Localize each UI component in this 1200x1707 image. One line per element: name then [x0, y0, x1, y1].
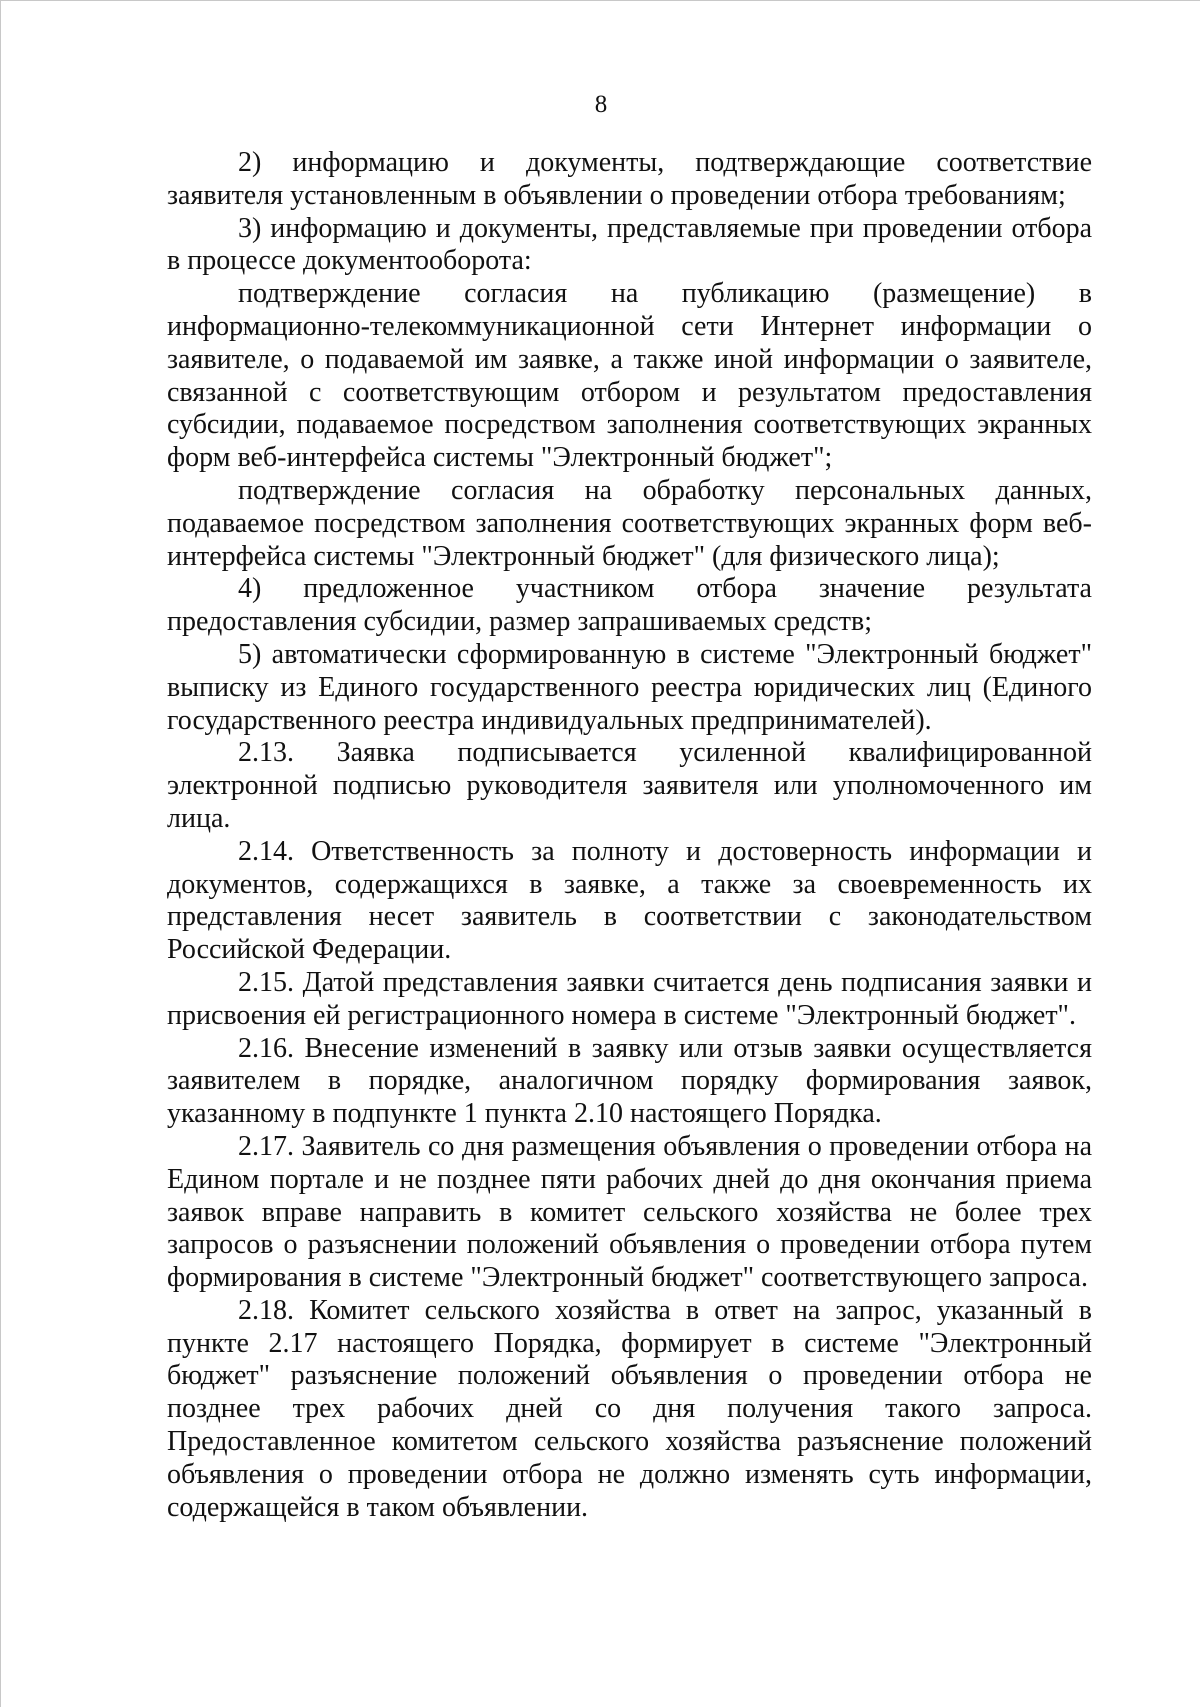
- paragraph-2-18: 2.18. Комитет сельского хозяйства в ответ на запрос, указанный в пункте 2.17 настоящего Порядка, формирует в системе "Электронный бюджет" разъяснение положений объявления о проведении отбора не позднее трех рабочих дней со дня получения такого запроса. Предоставленное комитетом сельского хозяйства разъяснение положений объявления о проведении отбора не должно изменять суть информации, содержащейся в таком объявлении.: [167, 1294, 1092, 1523]
- paragraph-publication-consent: подтверждение согласия на публикацию (размещение) в информационно-телекоммуникационной сети Интернет информации о заявителе, о подаваемой им заявке, а также иной информации о заявителе, связанной с соответствующим отбором и результатом предоставления субсидии, подаваемое посредством заполнения соответствующих экранных форм веб-интерфейса системы "Электронный бюджет";: [167, 278, 1092, 474]
- page-number: 8: [594, 91, 608, 118]
- paragraph-item-4: 4) предложенное участником отбора значение результата предоставления субсидии, размер запрашиваемых средств;: [167, 573, 1092, 638]
- paragraph-2-15: 2.15. Датой представления заявки считается день подписания заявки и присвоения ей регистрационного номера в системе "Электронный бюджет".: [167, 966, 1092, 1031]
- paragraph-2-14: 2.14. Ответственность за полноту и достоверность информации и документов, содержащихся в заявке, а также за своевременность их представления несет заявитель в соответствии с законодательством Российской Федерации.: [167, 835, 1092, 966]
- paragraph-item-3: 3) информацию и документы, представляемые при проведении отбора в процессе документооборота:: [167, 212, 1092, 277]
- paragraph-2-17: 2.17. Заявитель со дня размещения объявления о проведении отбора на Едином портале и не позднее пяти рабочих дней до дня окончания приема заявок вправе направить в комитет сельского хозяйства не более трех запросов о разъяснении положений объявления о проведении отбора путем формирования в системе "Электронный бюджет" соответствующего запроса.: [167, 1130, 1092, 1294]
- document-body: [167, 147, 1092, 1524]
- paragraph-2-13: 2.13. Заявка подписывается усиленной квалифицированной электронной подписью руководителя заявителя или уполномоченного им лица.: [167, 737, 1092, 834]
- paragraph-2-16: 2.16. Внесение изменений в заявку или отзыв заявки осуществляется заявителем в порядке, аналогичном порядку формирования заявок, указанному в подпункте 1 пункта 2.10 настоящего Порядка.: [167, 1032, 1092, 1130]
- paragraph-item-5: 5) автоматически сформированную в системе "Электронный бюджет" выписку из Единого государственного реестра юридических лиц (Единого государственного реестра индивидуальных предпринимателей).: [167, 638, 1092, 736]
- paragraph-personal-data-consent: подтверждение согласия на обработку персональных данных, подаваемое посредством заполнения соответствующих экранных форм веб-интерфейса системы "Электронный бюджет" (для физического лица);: [167, 474, 1092, 572]
- paragraph-item-2: 2) информацию и документы, подтверждающие соответствие заявителя установленным в объявлении о проведении отбора требованиям;: [167, 147, 1092, 211]
